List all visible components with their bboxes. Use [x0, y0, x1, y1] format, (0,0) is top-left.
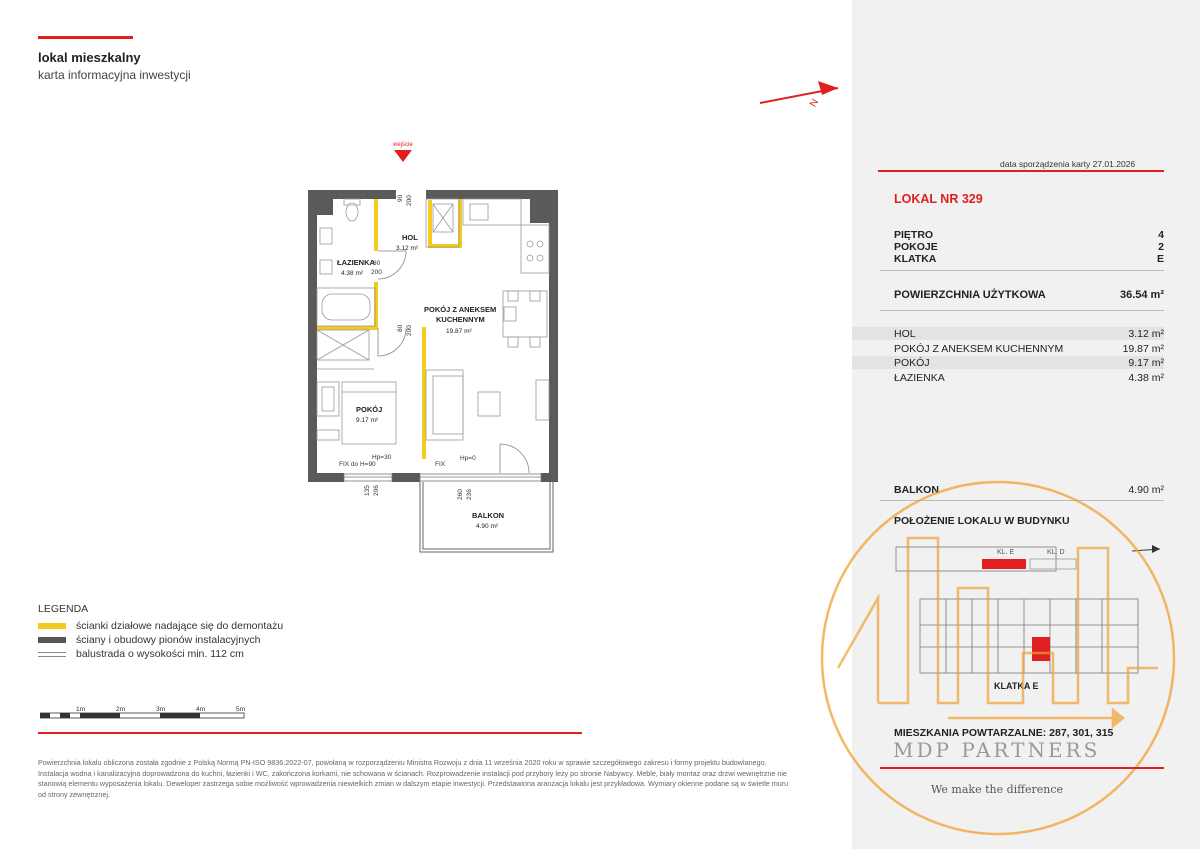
hp-right: Hp=0 — [460, 455, 476, 462]
info-label: KLATKA — [894, 253, 937, 265]
dim-bath-door-h: 200 — [371, 269, 382, 276]
legend-label: balustrada o wysokości min. 112 cm — [76, 648, 244, 660]
scale-bar — [40, 704, 260, 724]
location-title-row — [894, 515, 1164, 527]
total-area-value: 36.54 m² — [1119, 289, 1164, 301]
dim-win-left-w: 135 — [364, 485, 371, 496]
windows — [344, 474, 541, 481]
dim-win-right-w: 260 — [457, 489, 464, 500]
room-area: 3.12 m² — [1128, 328, 1164, 340]
fix-right: FIX — [435, 461, 446, 468]
dim-win-left-h: 206 — [373, 485, 380, 496]
hp-left: Hp=30 — [372, 454, 392, 461]
room-area: 4.38 m² — [1128, 372, 1164, 384]
location-title: POŁOŻENIE LOKALU W BUDYNKU — [894, 515, 1070, 527]
dim-win-right-h: 236 — [466, 489, 473, 500]
kl-e-label: KL. E — [997, 549, 1015, 556]
unit-position-marker — [1032, 637, 1050, 661]
legend-label: ścianki działowe nadające się do demontażu — [76, 620, 284, 632]
entrance-label: wejście — [393, 142, 413, 148]
info-row-staircase — [894, 253, 1164, 265]
room-label: ŁAZIENKA — [894, 372, 945, 384]
demountable-partitions — [317, 199, 462, 459]
entrance-arrow-icon — [394, 150, 412, 162]
repeat-units-row — [894, 727, 1164, 739]
info-row-rooms — [894, 241, 1164, 253]
dim-door-top-w: 90 — [397, 194, 404, 202]
label-balkon: BALKON — [472, 511, 505, 520]
area-lazienka: 4.38 m² — [341, 270, 364, 277]
compass-label: N — [808, 97, 822, 110]
area-pokoj: 9.17 m² — [356, 417, 379, 424]
room-label: POKÓJ — [894, 357, 930, 369]
room-label: POKÓJ Z ANEKSEM KUCHENNYM — [894, 343, 1064, 355]
sidebar-accent-line — [878, 170, 1164, 172]
scale-tick: 3m — [156, 706, 166, 713]
card-date: data sporządzenia karty 27.01.2026 — [1000, 159, 1136, 169]
dim-bath-door-w: 80 — [373, 260, 381, 267]
area-balkon: 4.90 m² — [476, 523, 499, 530]
furniture — [317, 199, 549, 444]
scale-tick: 2m — [116, 706, 126, 713]
info-label: PIĘTRO — [894, 229, 934, 241]
dim-door-top-h: 200 — [406, 195, 413, 206]
info-value: 4 — [1158, 229, 1164, 241]
room-row — [894, 328, 1164, 340]
room-row — [894, 357, 1164, 369]
scale-tick: 4m — [196, 706, 206, 713]
label-hol: HOL — [402, 233, 418, 242]
legend-swatch-line — [38, 652, 66, 657]
room-label: HOL — [894, 328, 916, 340]
info-label: POKOJE — [894, 241, 938, 253]
area-kitchen: 19.87 m² — [446, 328, 472, 335]
scale-tick: 1m — [76, 706, 86, 713]
staircase-e-marker — [982, 559, 1026, 569]
room-area: 9.17 m² — [1128, 357, 1164, 369]
info-value: 2 — [1158, 241, 1164, 253]
repeat-units: MIESZKANIA POWTARZALNE: 287, 301, 315 — [894, 727, 1114, 739]
kl-d-label: KL. D — [1047, 549, 1065, 556]
label-kitchen-2: KUCHENNYM — [436, 315, 485, 324]
building-location-map — [880, 535, 1164, 725]
legend — [38, 603, 283, 661]
info-row-floor — [894, 229, 1164, 241]
legend-item — [38, 619, 283, 633]
legend-label: ściany i obudowy pionów instalacyjnych — [76, 634, 261, 646]
legend-item — [38, 633, 283, 647]
total-area-row — [894, 289, 1164, 301]
label-pokoj: POKÓJ — [356, 405, 383, 414]
scale-tick: 5m — [236, 706, 246, 713]
fix-left: FIX do H=90 — [339, 461, 376, 468]
legend-title: LEGENDA — [38, 603, 89, 615]
label-kitchen-1: POKÓJ Z ANEKSEM — [424, 305, 497, 314]
repeat-accent-line — [880, 767, 1164, 769]
doc-subtitle: karta informacyjna inwestycji — [38, 68, 191, 82]
watermark-tagline: We make the difference — [931, 783, 1063, 796]
label-lazienka: ŁAZIENKA — [337, 258, 375, 267]
room-row — [894, 343, 1164, 355]
doc-title: lokal mieszkalny — [38, 50, 141, 65]
room-area: 19.87 m² — [1122, 343, 1164, 355]
compass-icon — [760, 81, 838, 109]
klatka-label: KLATKA E — [994, 681, 1039, 691]
room-row — [894, 372, 1164, 384]
outer-walls — [308, 190, 558, 482]
dim-room-door-w: 80 — [397, 324, 404, 332]
balcony-value: 4.90 m² — [1128, 484, 1164, 496]
footnote: Powierzchnia lokalu obliczona została zgodnie z Polską Normą PN-ISO 9836:2022-07, powołaną w rozporządzeniu Ministra Rozwoju z dnia 11 września 2020 roku w sprawie szczegółowego zakresu i formy projektu budowlanego. Instalacja wodna i kanalizacyjna doprowadzona do kuchni, łazienki i WC, zakończona korkami, nie schowana w ścianach. Rozprowadzenie instalacji pod przybory leży po stronie Nabywcy. Meble, biały montaż oraz drzwi wewnętrzne nie stanowią elementu wyposażenia lokalu. Deweloper zastrzega sobie możliwość wprowadzenia niewielkich zmian w dalszym etapie inwestycji. Przedstawiona aranżacja lokalu jest przykładowa. Wymiary okienne podane są w świetle muru od strony zewnętrznej. — [38, 758, 789, 799]
balcony-row — [894, 484, 1164, 496]
unit-number: LOKAL NR 329 — [894, 192, 983, 206]
dim-room-door-h: 200 — [406, 325, 413, 336]
watermark-brand: MDP PARTNERS — [893, 738, 1101, 762]
info-value: E — [1156, 253, 1164, 265]
legend-swatch-dark — [38, 637, 66, 643]
legend-swatch-yellow — [38, 623, 66, 629]
balcony-label: BALKON — [894, 484, 939, 496]
legend-item — [38, 647, 283, 661]
total-area-label: POWIERZCHNIA UŻYTKOWA — [894, 289, 1046, 301]
area-hol: 3.12 m² — [396, 245, 419, 252]
mini-compass-icon — [1132, 545, 1160, 553]
footer-accent-bar — [38, 732, 582, 734]
